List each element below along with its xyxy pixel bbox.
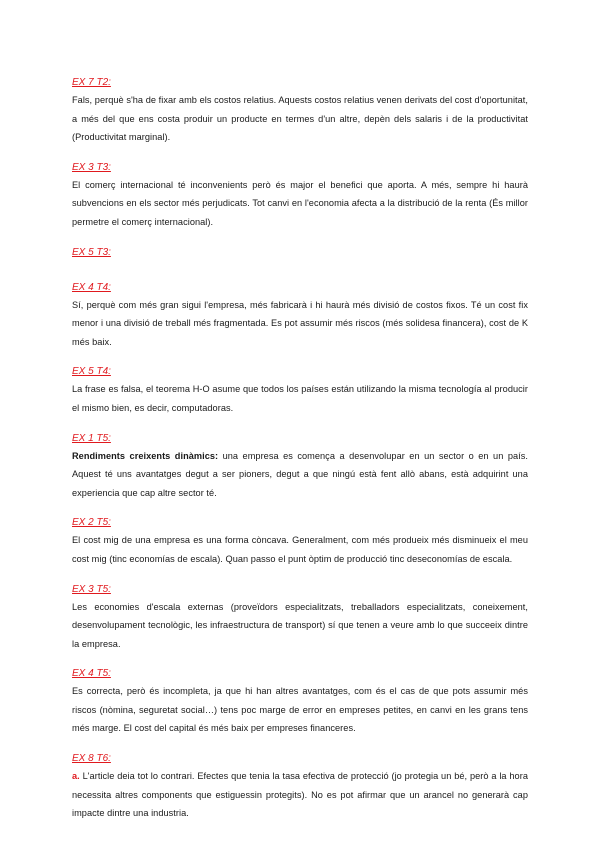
list-marker: a. — [72, 771, 80, 782]
section-heading: EX 5 T3: — [72, 246, 111, 258]
section-text: Fals, perquè s'ha de fixar amb els costos relatius. Aquests costos relatius venen derivats del cost d'oportunitat, a més del que ens costa produir un producte en termes d'un altre, depèn dels salaris i de la productivitat (Productivitat marginal). — [72, 95, 528, 143]
section-ex5-t3 — [72, 242, 528, 267]
section-heading: EX 3 T3: — [72, 161, 111, 173]
section-heading: EX 3 T5: — [72, 583, 111, 595]
section-heading: EX 1 T5: — [72, 432, 111, 444]
section-ex5-t4 — [72, 361, 528, 417]
section-heading: EX 4 T4: — [72, 281, 111, 293]
answer-text: L'article deia tot lo contrari. Efectes que tenia la tasa efectiva de protecció (jo protegia un bé, però a la hora necessita altres components que estiguessin protegits). No es pot afirmar que un arancel no generarà cap impacte dintre una industria. — [72, 771, 528, 819]
empty-answer — [72, 261, 528, 267]
section-ex2-t5 — [72, 512, 528, 568]
section-heading: EX 4 T5: — [72, 668, 111, 680]
section-text — [72, 447, 528, 503]
section-ex1-t5 — [72, 428, 528, 503]
section-text: Les economies d'escala externas (proveïdors especialitzats, treballadors especialitzats, coneixement, desenvolupament tecnològic, les infraestructura de transport) sí que tenen a veure amb lo que succeeix dintre la empresa. — [72, 601, 528, 649]
section-text: Es correcta, però és incompleta, ja que hi han altres avantatges, com és el cas de que pots assumir més riscos (nòmina, seguretat social…) tens poc marge de error en empreses petites, en canvi en les grans tens més marge. El cost del capital és més baix per empreses financeres. — [72, 686, 528, 734]
section-ex4-t5 — [72, 663, 528, 738]
term-definition: una empresa es comença a desenvolupar en un sector o en un país. Aquest té uns avantatges degut a ser pioners, degut a que ningú està fent allò abans, està adquirint una experiencia que cap altre sector té. — [72, 450, 528, 498]
document-body — [72, 72, 528, 833]
section-text: La frase es falsa, el teorema H-O asume que todos los países están utilizando la misma tecnología al producir el mismo bien, es decir, computadoras. — [72, 384, 528, 413]
section-heading: EX 5 T4: — [72, 366, 111, 378]
section-ex8-t6 — [72, 748, 528, 823]
section-heading: EX 7 T2: — [72, 77, 111, 88]
section-text: El comerç internacional té inconvenients però és major el benefici que aporta. A més, sempre hi haurà subvencions en els sector més perjudicats. Tot canvi en l'economia afecta a la distribució de la renta (És millor permetre el comerç internacional). — [72, 179, 528, 227]
section-heading: EX 2 T5: — [72, 517, 111, 529]
section-ex4-t4 — [72, 277, 528, 352]
section-heading: EX 8 T6: — [72, 753, 111, 765]
section-text: El cost mig de una empresa es una forma còncava. Generalment, com més produeix més disminueix el meu cost mig (tinc economías de escala). Quan passo el punt òptim de producció tinc deseconomías de escala. — [72, 535, 528, 564]
section-text: Sí, perquè com més gran sigui l'empresa, més fabricarà i hi haurà més divisió de costos fixos. Té un cost fix menor i una divisió de treball més fragmentada. Es pot assumir més riscos (més solidesa financera), cost de K més baix. — [72, 299, 528, 347]
section-text — [72, 767, 528, 823]
section-ex7-t2 — [72, 72, 528, 147]
section-ex3-t3 — [72, 157, 528, 232]
section-ex3-t5 — [72, 579, 528, 654]
term-lead: Rendiments creixents dinàmics: — [72, 450, 219, 461]
